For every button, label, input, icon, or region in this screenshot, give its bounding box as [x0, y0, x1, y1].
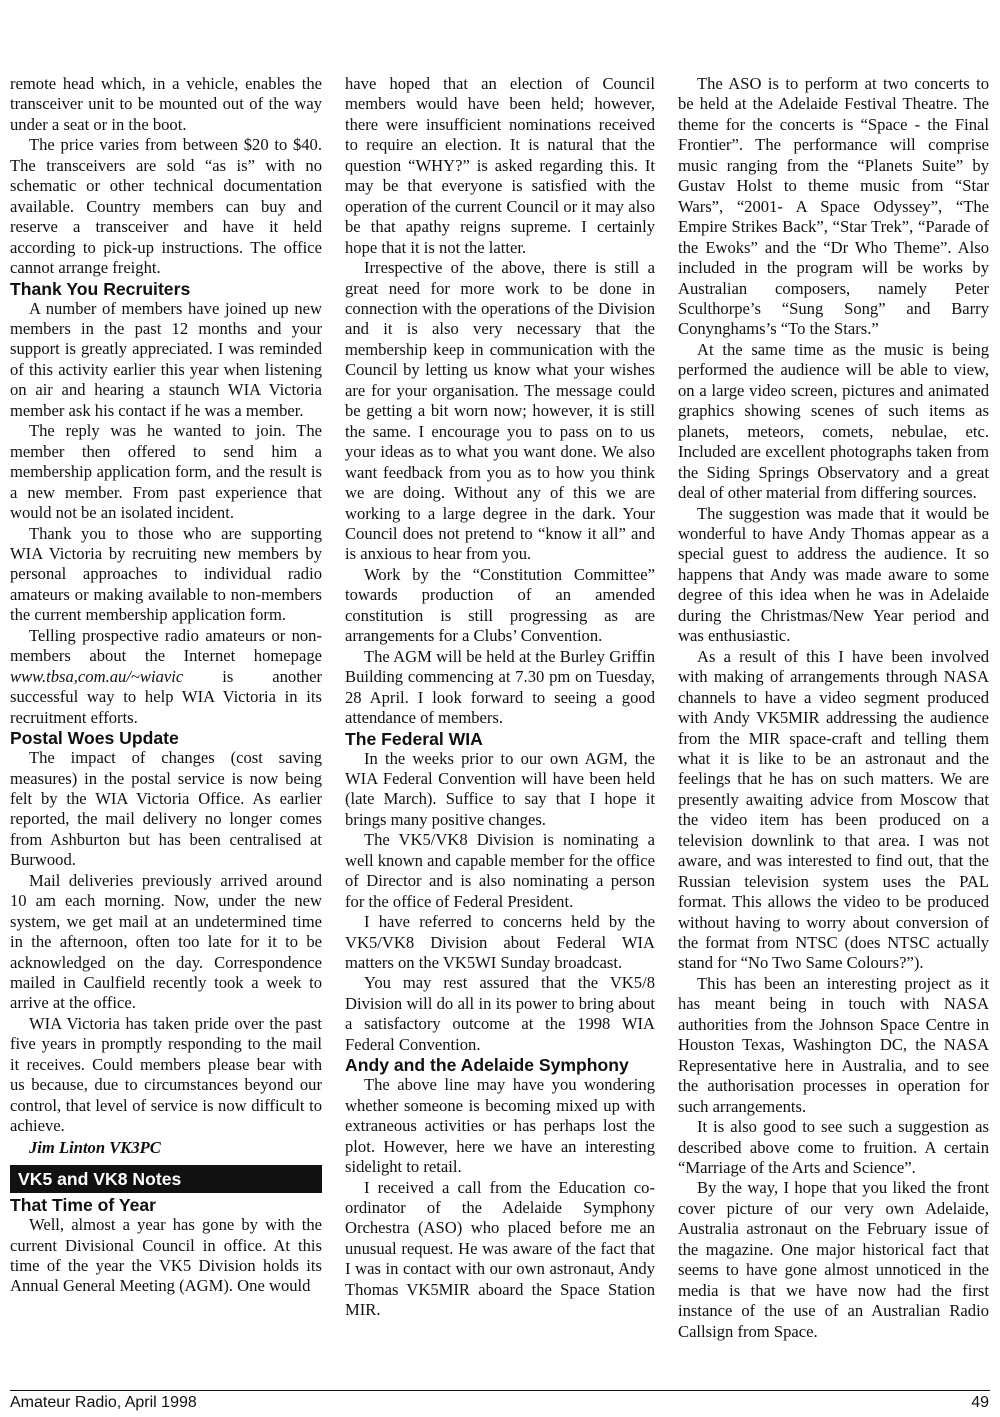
- paragraph-text: Telling prospective radio amateurs or non-members about the Internet homepage: [10, 625, 322, 666]
- paragraph: [10, 626, 322, 728]
- paragraph: Thank you to those who are supporting WIA Victoria by recruiting new members by personal approaches to individual radio amateurs or making available to non-members the current membership application form.: [10, 523, 322, 625]
- paragraph: remote head which, in a vehicle, enables the transceiver unit to be mounted out of the way under a seat or in the boot.: [10, 74, 322, 134]
- footer-publication: Amateur Radio, April 1998: [10, 1394, 197, 1411]
- paragraph: At the same time as the music is being performed the audience will be able to view, on a large video screen, pictures and animated graphics showing scenes of such items as planets, meteors, comets, nebulae, etc. Included are excellent photographs taken from the Siding Springs Observatory and a great deal of other material from differing sources.: [678, 339, 989, 503]
- paragraph: The price varies from between $20 to $40. The transceivers are sold “as is” with no schematic or other technical documentation available. Country members can buy and reserve a transceiver and have it held according to pick-up instructions. The office cannot arrange freight.: [10, 135, 322, 278]
- paragraph: You may rest assured that the VK5/8 Division will do all in its power to bring about a satisfactory outcome at the 1998 WIA Federal Convention.: [345, 973, 655, 1054]
- column-2: [345, 74, 655, 1321]
- section-heading-the-federal-wia: The Federal WIA: [345, 728, 483, 749]
- paragraph: A number of members have joined up new members in the past 12 months and your support is greatly appreciated. I was reminded of this activity earlier this year when listening on air and hearing a staunch WIA Victoria member ask his contact if he was a member.: [10, 298, 322, 420]
- paragraph: The above line may have you wondering whether someone is becoming mixed up with extraneous activities or has perhaps lost the plot. However, here we have an interesting sidelight to retail.: [345, 1075, 655, 1177]
- paragraph: Work by the “Constitution Committee” towards production of an amended constitution is still progressing as are arrangements for a Clubs’ Convention.: [345, 564, 655, 646]
- paragraph: The suggestion was made that it would be wonderful to have Andy Thomas appear as a special guest to address the audience. It so happens that Andy was made aware to some degree of this idea when he was in Adelaide during the Christmas/New Year period and was enthusiastic.: [678, 503, 989, 646]
- section-heading-thank-you-recruiters: Thank You Recruiters: [10, 278, 191, 299]
- author-signature: Jim Linton VK3PC: [29, 1137, 161, 1157]
- section-heading-andy-and-the-adelaide-symphony: Andy and the Adelaide Symphony: [345, 1055, 629, 1076]
- homepage-url: www.tbsa,com.au/~wiavic: [10, 666, 184, 686]
- paragraph: Mail deliveries previously arrived around 10 am each morning. Now, under the new system, we get mail at an undetermined time in the afternoon, often too late for it to be acknowledged on the day. Correspondence mailed in Caulfield recently took a week to arrive at the office.: [10, 870, 322, 1013]
- paragraph: WIA Victoria has taken pride over the past five years in promptly responding to the mail it receives. Could members please bear with us because, due to circumstances beyond our control, that level of service is now difficult to achieve.: [10, 1013, 322, 1136]
- paragraph: The AGM will be held at the Burley Griffin Building commencing at 7.30 pm on Tuesday, 28 April. I look forward to seeing a good attendance of members.: [345, 646, 655, 728]
- paragraph: As a result of this I have been involved with making of arrangements through NASA channels to have a video segment produced with Andy VK5MIR addressing the audience from the MIR space-craft and telling them what it is like to be an astronaut and the feelings that he has on such matters. We are presently awaiting advice from Moscow that the video item has been produced on a television downlink to that area. I was not aware, and was interested to find out, that the Russian television system uses the PAL format. This allows the video to be produced without having to worry about conversion of the format from NTSC (does NTSC actually stand for “No Two Same Colours?”).: [678, 646, 989, 973]
- section-heading-postal-woes-update: Postal Woes Update: [10, 728, 179, 749]
- paragraph: have hoped that an election of Council members would have been held; however, there were insufficient nominations received to require an election. It is natural that the question “WHY?” is asked regarding this. It may be that everyone is satisfied with the operation of the current Council or it may also be that apathy reigns supreme. I certainly hope that it is not the latter.: [345, 74, 655, 257]
- paragraph: By the way, I hope that you liked the front cover picture of our very own Adelaide, Australia astronaut on the February issue of the magazine. One major historical fact that seems to have gone almost unnoticed in the media is that we have now had the first instance of the use of an Australian Radio Callsign from Space.: [678, 1178, 989, 1341]
- paragraph: The impact of changes (cost saving measures) in the postal service is now being felt by the WIA Victoria Office. As earlier reported, the mail delivery no longer comes from Ashburton but has been centralised at Burwood.: [10, 748, 322, 870]
- section-banner-vk5-vk8-notes: VK5 and VK8 Notes: [10, 1165, 322, 1193]
- section-heading-that-time-of-year: That Time of Year: [10, 1195, 157, 1216]
- paragraph: The reply was he wanted to join. The member then offered to send him a membership application form, and the result is a new member. From past experience that would not be an isolated incident.: [10, 421, 322, 523]
- paragraph: The ASO is to perform at two concerts to be held at the Adelaide Festival Theatre. The theme for the concerts is “Space - the Final Frontier”. The performance will comprise music ranging from the “Planets Suite” by Gustav Holst to theme music from “Star Wars”, “2001- A Space Odyssey”, “The Empire Strikes Back”, “Star Trek”, “Parade of the Ewoks” and the “Dr Who Theme”. Also included in the program will be works by Australian composers, namely Peter Sculthorpe’s “Sung Song” and Barry Conynghams’s “To the Stars.”: [678, 74, 989, 339]
- paragraph: Irrespective of the above, there is still a great need for more work to be done in connection with the operations of the Division and it is also very necessary that the membership keep in communication with the Council by letting us know what your wishes are for your organisation. The message could be getting a bit worn now; however, it is still the same. I encourage you to pass on to us your ideas as to what you want done. We also want feedback from you as to how you think we are doing. Without any of this we are working to a large degree in the dark. Your Council does not pretend to “know it all” and is anxious to hear from you.: [345, 258, 655, 564]
- footer-page-number: 49: [971, 1394, 989, 1411]
- paragraph: Well, almost a year has gone by with the current Divisional Council in office. At this time of the year the VK5 Division holds its Annual General Meeting (AGM). One would: [10, 1215, 322, 1296]
- paragraph: In the weeks prior to our own AGM, the WIA Federal Convention will have been held (late March). Suffice to say that I hope it brings many positive changes.: [345, 748, 655, 829]
- paragraph: I have referred to concerns held by the VK5/VK8 Division about Federal WIA matters on the VK5WI Sunday broadcast.: [345, 912, 655, 973]
- paragraph: This has been an interesting project as it has meant being in touch with NASA authorities from the Johnson Space Centre in Houston Texas, Washington DC, the NASA Representative here in Australia, and to see the authorisation processes in operation for such arrangements.: [678, 973, 989, 1116]
- paragraph: The VK5/VK8 Division is nominating a well known and capable member for the office of Director and is also nominating a person for the office of Federal President.: [345, 830, 655, 911]
- column-3: [678, 74, 989, 1342]
- paragraph-text: is another successful way to help WIA Victoria in its recruitment efforts.: [10, 666, 322, 727]
- footer-divider: [10, 1390, 990, 1391]
- column-1: [10, 74, 322, 1297]
- paragraph: I received a call from the Education co-ordinator of the Adelaide Symphony Orchestra (ASO) who placed before me an unusual request. He was aware of the fact that I was in contact with our own astronaut, Andy Thomas VK5MIR aboard the Space Station MIR.: [345, 1177, 655, 1320]
- paragraph: It is also good to see such a suggestion as described above come to fruition. A certain “Marriage of the Arts and Science”.: [678, 1117, 989, 1178]
